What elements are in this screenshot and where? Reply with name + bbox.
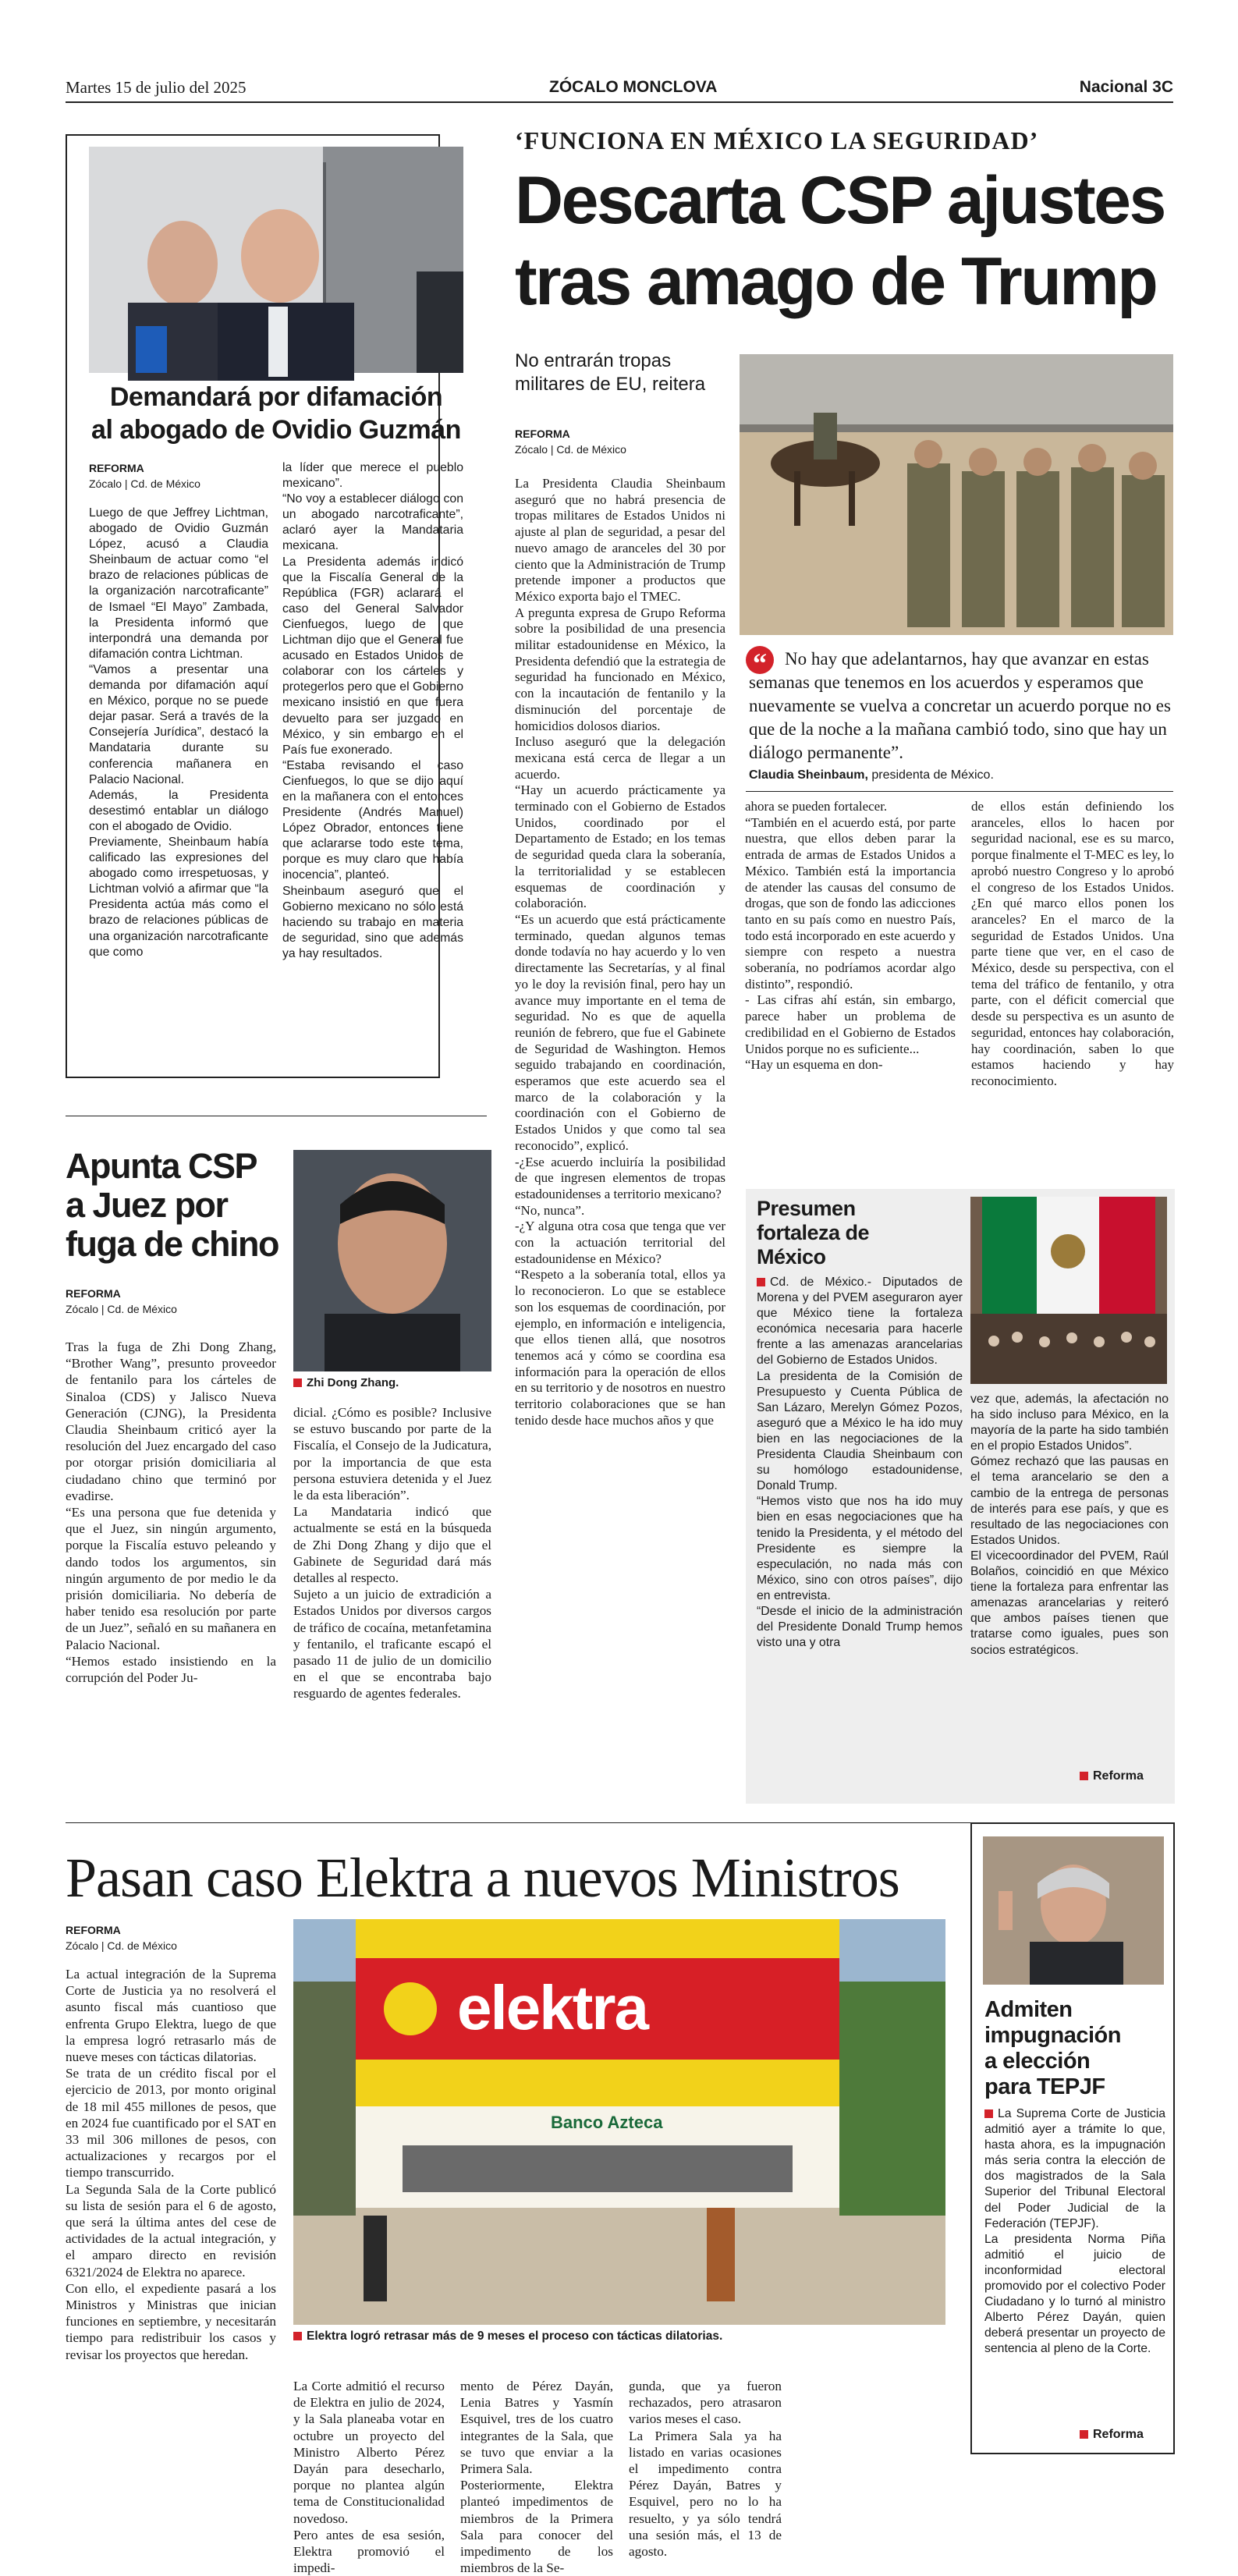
main-headline-line2: tras amago de Trump bbox=[515, 244, 1157, 319]
zhi-photo-caption-text: Zhi Dong Zhang. bbox=[307, 1376, 399, 1389]
tepjf-text-body: La Suprema Corte de Justicia admitió ayer a trámite lo que, hasta ahora, es la impugnación más seria contra la elección de dos magistrados de la Sala Superior del Tribunal Electoral del Poder Judicial de la Federación (TEPJF). La presidenta Norma Piña admitió el juicio de inconformidad electoral promovido por el colectivo Poder Ciudadano y lo turnó al ministro Alberto Pérez Dayán, quien deberá presentar un proyecto de sentencia al pleno de la Corte. bbox=[984, 2107, 1165, 2356]
strength-text-col1 bbox=[757, 1275, 963, 1651]
main-byline-source: REFORMA bbox=[515, 428, 570, 440]
zhi-dong-zhang-photo bbox=[293, 1150, 491, 1371]
tepjf-headline bbox=[984, 1997, 1169, 2100]
strength-headline-line1: Presumen bbox=[757, 1197, 856, 1220]
judge-headline-line2: a Juez por bbox=[66, 1185, 228, 1225]
signature-marker bbox=[1080, 1772, 1088, 1780]
main-text-col1: La Presidenta Claudia Sheinbaum aseguró que no habrá presencia de tropas militares de Estados Unidos ni ajuste al plan de seguridad, a pesar del nuevo amago de aranceles del 30 por ciento que la Administración de Trump pretende imponer a productos que México exporta bajo el TMEC. A pregunta expresa de Grupo Reforma sobre la posibilidad de una presencia militar estadounidense en México, la Presidenta defendió que la estrategia de seguridad ha funcionado en México, con la incautación de fentanilo y la disminución del porcentaje de homicidios dolosos diarios. Incluso aseguró que la delegación mexicana está cerca de llegar a un acuerdo. “Hay un acuerdo prácticamente ya terminado con el Gobierno de Estados Unidos, coordinado por el Departamento de Estado; en los temas de seguridad queda clara la soberanía, la territorialidad y se establecen esquemas de coordinación y colaboración. “Es un acuerdo que está prácticamente terminado, quedan algunos temas donde todavía no hay acuerdo y lo ven directamente las Secretarías, y al final yo le doy la revisión final, pero hay un avance muy importante en el tema de seguridad. No es que de aquella reunión de febrero, que fue el Gabinete de Seguridad de Washington. Hemos seguido trabajando en coordinación, esperamos que este acuerdo sea el marco de la colaboración y la coordinación con el Gobierno de Estados Unidos y que como tal sea reconocido”, explicó. -¿Ese acuerdo incluiría la posibilidad de que ingresen elementos de tropas estadounidenses a territorio mexicano? “No, nunca”. -¿Y alguna otra cosa que tenga que ver con la actuación territorial del estadounidense en México? “Respeto a la soberanía total, ellos ya lo reconocieron. Lo que se establece son los esquemas de coordinación, por ejemplo, en información e inteligencia, que ellos tienen allá, que nosotros tenemos acá y cómo se coordina esa información para la operación de ellos en su territorio y de nosotros en nuestro territorio colaboraciones que se han tenido desde hace muchos años y que bbox=[515, 476, 725, 1428]
quote-icon: “ bbox=[746, 646, 774, 674]
header-section: Nacional 3C bbox=[1079, 78, 1173, 96]
defamation-headline-line1: Demandará por difamación bbox=[109, 382, 443, 412]
strength-signature bbox=[1080, 1769, 1144, 1783]
judge-headline-line1: Apunta CSP bbox=[66, 1146, 257, 1186]
judge-byline-place: Zócalo | Cd. de México bbox=[66, 1303, 177, 1315]
strength-marker bbox=[757, 1278, 765, 1286]
main-byline bbox=[515, 426, 626, 457]
soldiers-photo bbox=[740, 354, 1173, 635]
tepjf-text bbox=[984, 2106, 1165, 2358]
elektra-text-col4: gunda, que ya fueron rechazados, pero atrasaron varios meses el caso. La Primera Sala ya ha listado en varias ocasiones el impedimento contra Pérez Dayán, Batres y Esquivel, pero no lo ha resuelto, y ya sólo tendrá una sesión más, el 13 de agosto. bbox=[629, 2379, 782, 2560]
main-kicker: ‘FUNCIONA EN MÉXICO LA SEGURIDAD’ bbox=[515, 126, 1039, 154]
strength-text-col1-body: Cd. de México.- Diputados de Morena y del PVEM aseguraron ayer que México tiene la fortaleza económica necesaria para hacerle frente a las amenazas arancelarias del Gobierno de Estados Unidos. La presidenta de la Comisión de Presupuesto y Cuenta Pública de San Lázaro, Merelyn Gómez Pozos, aseguró que a México le ha ido muy bien en las negociaciones de la Presidenta Claudia Sheinbaum con su homólogo estadounidense, Donald Trump. “Hemos visto que nos ha ido muy bien en esas negociaciones que ha tenido la Presidenta, y el método del Presidente es siempre la especulación, no nada más con México, sino con otros países”, dijo en entrevista. “Desde el inicio de la administración del Presidente Donald Trump hemos visto una y otra bbox=[757, 1276, 963, 1650]
main-text-col2: ahora se pueden fortalecer. “También en el acuerdo está, por parte nuestra, que ellos deben parar la entrada de armas de Estados Unidos a México. También está la importancia de atender las causas del consumo de drogas, que son de fondo las adicciones tanto en su país como en nuestro País, todo está incorporado en este acuerdo y siempre con respeto a nuestra soberanía, no podríamos acordar algo distinto”, respondió. - Las cifras ahí están, sin embargo, parece haber un problema de credibilidad en el Gobierno de Estados Unidos porque no es suficiente... “Hay un esquema en don- bbox=[745, 799, 956, 1073]
tepjf-headline-line3: a elección bbox=[984, 2049, 1091, 2074]
banco-azteca-sign: Banco Azteca bbox=[551, 2113, 663, 2132]
lichtman-photo bbox=[89, 147, 463, 373]
defamation-byline-place: Zócalo | Cd. de México bbox=[89, 477, 200, 490]
elektra-photo-caption bbox=[293, 2329, 722, 2344]
judge-headline bbox=[66, 1147, 292, 1264]
elektra-text-col2: La Corte admitió el recurso de Elektra en julio de 2024, y la Sala planeaba votar en octubre un proyecto del Ministro Alberto Pérez Dayán para desecharlo, porque no plantea algún tema de Constitucionalidad novedoso. Pero antes de esa sesión, Elektra promovió el impedi- bbox=[293, 2379, 445, 2576]
page-header bbox=[66, 78, 1173, 101]
strength-signature-text: Reforma bbox=[1093, 1769, 1144, 1783]
elektra-byline bbox=[66, 1922, 177, 1953]
elektra-photo-caption-text: Elektra logró retrasar más de 9 meses el proceso con tácticas dilatorias. bbox=[307, 2329, 723, 2343]
zhi-photo-caption bbox=[293, 1376, 399, 1389]
main-headline-line1: Descarta CSP ajustes bbox=[515, 163, 1165, 238]
judge-byline-source: REFORMA bbox=[66, 1287, 121, 1300]
strength-text-col2: vez que, además, la afectación no ha sido incluso para México, en la mayoría de la parte ha sido también en el propio Estados Unidos”. Gómez rechazó que las pausas en el tema arancelario se den a cambio de la entrega de personas de interés para ese país, y que es resultado de las negociaciones con Estados Unidos. El vicecoordinador del PVEM, Raúl Bolaños, coincidió en que México tiene la fortaleza para enfrentar las amenazas arancelarias y reiteró que ambos países tienen que tratarse como iguales, pues son socios estratégicos. bbox=[970, 1393, 1169, 1657]
main-headline bbox=[515, 160, 1178, 322]
norma-pina-photo bbox=[983, 1836, 1164, 1985]
elektra-byline-place: Zócalo | Cd. de México bbox=[66, 1939, 177, 1952]
elektra-text-col3: mento de Pérez Dayán, Lenia Batres y Yasmín Esquivel, tres de los cuatro integrantes de la Sala, que se tuvo que enviar a la Primera Sala. Posteriormente, Elektra planteó impedimentos de miembros de la Primera Sala para conocer del impedimento de los miembros de la Se- bbox=[460, 2379, 613, 2576]
strength-headline-line3: México bbox=[757, 1245, 826, 1268]
defamation-headline-line2: al abogado de Ovidio Guzmán bbox=[91, 415, 461, 445]
tepjf-headline-line1: Admiten bbox=[984, 1997, 1073, 2022]
main-byline-place: Zócalo | Cd. de México bbox=[515, 443, 626, 456]
header-date: Martes 15 de julio del 2025 bbox=[66, 78, 247, 97]
elektra-byline-source: REFORMA bbox=[66, 1924, 121, 1936]
elektra-store-photo bbox=[293, 1919, 945, 2325]
elektra-sign-text: elektra bbox=[457, 1973, 647, 2042]
main-subtitle: No entrarán tropas militares de EU, reitera bbox=[515, 350, 706, 395]
strength-headline-line2: fortaleza de bbox=[757, 1221, 870, 1244]
quote-attribution bbox=[749, 768, 1175, 782]
quote-role: presidenta de México. bbox=[867, 768, 994, 782]
main-text-col3: de ellos están definiendo los aranceles, ellos lo hacen por seguridad nacional, ese es su marco, porque finalmente el T-MEC es ley, lo aprobó nuestro Congreso y lo aprobó el congreso de los Estados Unidos. ¿En qué marco ellos ponen los aranceles? En el marco de la seguridad de Estados Unidos. Una parte tiene que ver, en el caso de México, desde su perspectiva, con el tema del tráfico de fentanilo, y otra parte, con el déficit comercial que desde su perspectiva es un asunto de seguridad, entonces hay colaboración, hay coordinación, saben lo que estamos haciendo y hay reconocimiento. bbox=[971, 799, 1174, 1088]
judge-headline-line3: fuga de chino bbox=[66, 1224, 278, 1264]
strength-headline bbox=[757, 1197, 960, 1269]
caption-marker bbox=[293, 1378, 302, 1387]
judge-byline bbox=[66, 1286, 177, 1317]
defamation-headline bbox=[89, 381, 463, 446]
elektra-caption-marker bbox=[293, 2332, 302, 2340]
tepjf-signature-marker bbox=[1080, 2430, 1088, 2439]
defamation-text-col1: Luego de que Jeffrey Lichtman, abogado de Ovidio Guzmán López, acusó a Claudia Sheinbaum de actuar como “el brazo de relaciones públicas de la organización narcotraficante” de Ismael “El Mayo” Zambada, la Presidenta informó que interpondrá una demanda por difamación contra Lichtman. “Vamos a presentar una demanda por difamación aquí en México, porque no se puede dejar pasar. Será a través de la Consejería Jurídica”, destacó la Mandataria durante su conferencia mañanera en Palacio Nacional. Además, la Presidenta desestimó entablar un diálogo con el abogado de Ovidio. Previamente, Sheinbaum había calificado las expresiones del abogado como irrespetuosas, y Lichtman volvió a afirmar que “la Presidenta actúa más como el brazo de relaciones públicas de una organización narcotraficante que como bbox=[89, 506, 268, 959]
quote-author: Claudia Sheinbaum, bbox=[749, 768, 868, 782]
main-quote: No hay que adelantarnos, hay que avanzar en estas semanas que tenemos en los acuerdos y esperamos que nuevamente se vuelva a concretar un acuerdo porque no es que de la noche a la mañana cambió todo, sino que hay un diálogo permanente”. bbox=[749, 649, 1171, 762]
tepjf-headline-line4: para TEPJF bbox=[984, 2074, 1105, 2099]
judge-text-col1: Tras la fuga de Zhi Dong Zhang, “Brother Wang”, presunto proveedor de fentanilo para los cárteles de Sinaloa (CDS) y Jalisco Nueva Generación (CJNG), la Presidenta Claudia Sheinbaum criticó ayer la resolución del Juez encargado del caso por otorgar prisión domiciliaria al ciudadano chino que terminó por evadirse. “Es una persona que fue detenida y que el Juez, sin ningún argumento, porque la Fiscalía estuvo peleando y dando todos los argumentos, sin ningún argumento de por medio le da prisión domiciliaria. No debería de haber tenido esa resolución por parte de un Juez”, señaló en su mañanera en Palacio Nacional. “Hemos estado insistiendo en la corrupción del Poder Ju- bbox=[66, 1339, 276, 1686]
tepjf-marker bbox=[984, 2109, 993, 2118]
defamation-text-col2: la líder que merece el pueblo mexicano”. “No voy a establecer diálogo con un abogado narcotraficante”, aclaró ayer la Mandataria mexicana. La Presidenta además indicó que la Fiscalía General de la República (FGR) aclarará el caso del General Salvador Cienfuegos, luego de que Lichtman dijo que el General fue acusado en Estados Unidos de colaborar con los cárteles y protegerlos pero que el Gobierno mexicano insistió en que fuera devuelto para ser juzgado en México, y sin embargo en el País fue exonerado. “Estaba revisando el caso Cienfuegos, lo que se dijo aquí en la mañanera con el entonces Presidente (Andrés Manuel) López Obrador, entonces tiene que aclararse todo este tema, porque es muy claro que había inocencia”, planteó. Sheinbaum aseguró que el Gobierno mexicano no sólo está haciendo su trabajo en materia de seguridad, sino que además ya hay resultados. bbox=[282, 461, 463, 960]
judge-text-col2: dicial. ¿Cómo es posible? Inclusive se estuvo buscando por parte de la Fiscalía, el Consejo de la Judicatura, por la importancia de que esta persona estuviera detenida y el Juez le da esta liberación”. La Mandataria indicó que actualmente se está en la búsqueda de Zhi Dong Zhang y dijo que el Gabinete de Seguridad dará más detalles al respecto. Sujeto a un juicio de extradición a Estados Unidos por diversos cargos de tráfico de cocaína, metanfetamina y fentanilo, el traficante escapó el pasado 11 de julio de un domicilio en el que se encontraba bajo resguardo de agentes federales. bbox=[293, 1405, 491, 1701]
header-rule bbox=[66, 101, 1173, 103]
quote-rule bbox=[746, 791, 1173, 792]
tepjf-signature bbox=[1080, 2428, 1144, 2442]
defamation-byline-source: REFORMA bbox=[89, 462, 144, 474]
defamation-byline bbox=[89, 460, 200, 491]
elektra-text-col1: La actual integración de la Suprema Corte de Justicia ya no resolverá el asunto fiscal más cuantioso que enfrenta Grupo Elektra, luego de que la empresa logró retrasarlo más de nueve meses con tácticas dilatorias. Se trata de un crédito fiscal por el ejercicio de 2013, por monto original de 18 mil 455 millones de pesos, que en 2024 fue cuantificado por el SAT en 33 mil 306 millones de pesos, con actualizaciones y recargos por el tiempo transcurrido. La Segunda Sala de la Corte publicó su lista de sesión para el 6 de agosto, que será la última antes del cese de actividades de la actual integración, y el amparo directo en revisión 6321/2024 de Elektra no aparece. Con ello, el expediente pasará a los Ministros y Ministras que inician funciones en septiembre, y necesitarán tiempo para redistribuir los casos y revisar los proyectos que heredan. bbox=[66, 1967, 276, 2362]
elektra-headline: Pasan caso Elektra a nuevos Ministros bbox=[66, 1847, 899, 1909]
header-paper-name: ZÓCALO MONCLOVA bbox=[549, 78, 718, 96]
tepjf-signature-text: Reforma bbox=[1093, 2428, 1144, 2441]
chamber-photo bbox=[970, 1197, 1167, 1384]
tepjf-headline-line2: impugnación bbox=[984, 2023, 1121, 2048]
